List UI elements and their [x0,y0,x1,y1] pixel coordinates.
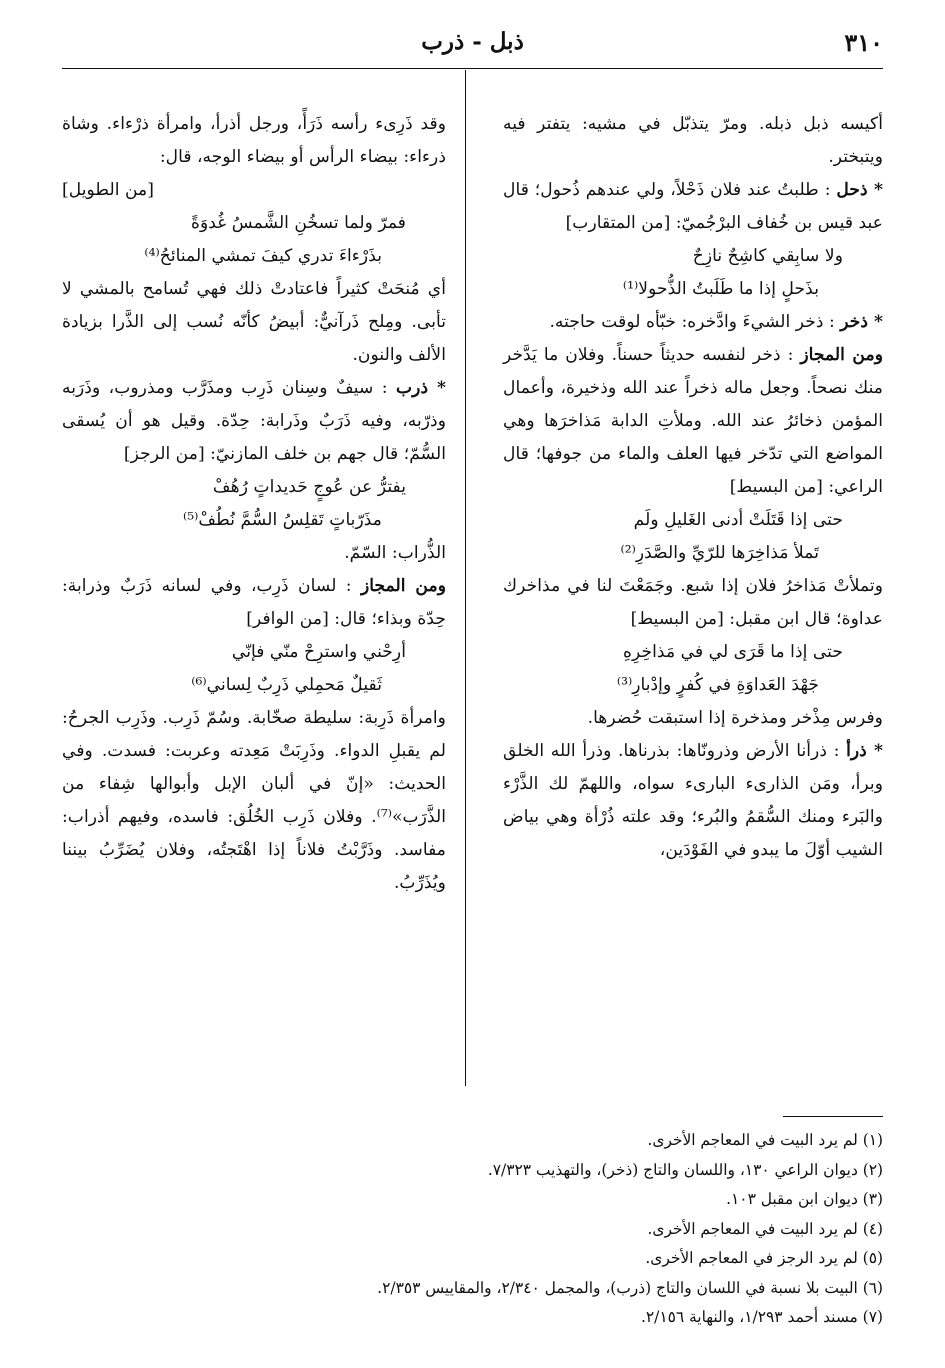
headword: * ذخر [840,312,883,332]
headword: * ذرب [395,378,447,398]
entry-paragraph [503,108,883,174]
entry-text: : لسان ذَرِب، وفي لسانه ذَرَبٌ وذرابة: حِدّة وبذاء؛ قال: [من الوافر] [62,576,446,629]
entry-text: وفرس مِذْخر ومذخرة إذا استبقت حُضرها. [587,708,883,728]
entry-paragraph [62,273,446,372]
footnote: (٣) ديوان ابن مقبل ١٠٣. [726,1190,883,1208]
entry-paragraph [62,108,446,174]
verse-block [503,240,883,306]
page-header [62,28,883,66]
running-head: ذبل - ذرب [421,28,524,55]
entry-text: وامرأة ذَرِبة: سليطة صخّابة. وسُمّ ذَرِب. وذَرِب الجرحُ: لم يقبلِ الدواء. وذَرِبَتْ مَعِدته وعربت: فسدت. وفي الحديث: «إنّ في ألبان الإبل وأبوالها شِفاء من الذَّرَب»⁽⁷⁾. وفلان ذَرِب الخُلُق: فاسده، وفيهم أذراب: مفاسد. وذَرَّبْتُ فلاناً إذا اهْتَجتُه، وفلان يُضَرِّبُ بيننا ويُذَرِّبُ. [62,708,446,893]
column-divider [465,70,466,1086]
entry-text: : سيفٌ وسِنان ذَرِب ومذَرَّب ومذروب، وذَرَبه وذرّبه، وفيه ذَرَبٌ وذَرابة: حِدّة. وقيل هو أن يُسقى السُّمّ؛ قال جهم بن خلف المازنيّ: [من الرجز] [62,378,446,464]
verse-line: حتى إذا قَتَلَتْ أدنى الغَليلِ ولَم [633,510,843,530]
verse-block [62,207,446,273]
entry-paragraph [503,306,883,339]
entry-text: وتملأتْ مَذاخرُ فلان إذا شبع. وجَمَعْتَ لنا في مذاخرك عداوة؛ قال ابن مقبل: [من البسيط] [503,576,883,629]
footnote: (١) لم يرد البيت في المعاجم الأخرى. [647,1131,883,1149]
entry-paragraph [62,537,446,570]
left-column [62,108,446,900]
entry-paragraph [503,702,883,735]
verse-block [62,636,446,702]
footnote-rule [783,1116,883,1117]
footnote: (٢) ديوان الراعي ١٣٠، واللسان والتاج (ذخر)، والتهذيب ٧/٣٢٣. [487,1160,883,1179]
verse-line: حتى إذا ما قَرَى لي في مَذاخِرِهِ [623,642,843,662]
footnote: (٤) لم يرد البيت في المعاجم الأخرى. [647,1219,883,1238]
verse-line: تَملأ مَذاخِرَها للرّيِّ والصَّدَرِ⁽²⁾ [620,543,819,563]
verse-block [503,636,883,702]
verse-line: أرِحْني واسترِحْ منّي فإنّي [231,642,406,662]
headword: ومن المجاز [360,576,447,596]
entry-text: أي مُنحَتْ كثيراً فاعتادتْ ذلك فهي تُسامح بالمشي لا تأبى. ومِلح ذَرآنيٌّ: أبيضُ كأنّه نُسب إلى الذَّرا بزيادة الألف والنون. [62,279,446,365]
verse-block [62,471,446,537]
entry-text: وقد ذَرِىء رأسه ذَرَأً، ورجل أذرأ، وامرأة ذرْءاء. وشاة ذرءاء: بيضاء الرأس أو بيضاء الوجه، قال: [62,114,446,167]
entry-paragraph [62,570,446,636]
footnote: (٦) البيت بلا نسبة في اللسان والتاج (ذرب)، والمجمل ٢/٣٤٠، والمقاييس ٢/٣٥٣. [377,1278,883,1297]
meter-label: [من الطويل] [62,180,154,200]
headword: ومن المجاز [800,345,883,365]
header-rule [62,68,883,69]
verse-line: جَهْدَ العَداوَةِ في كُفرٍ وإدْبارِ⁽³⁾ [616,675,819,695]
entry-text: : طلبتُ عند فلان ذَحْلاً، ولي عندهم ذُحول؛ قال عبد قيس بن خُفاف البرْجُميّ: [من المتقارب] [503,180,883,233]
entry-paragraph [503,570,883,636]
headword: * ذرأ [846,741,884,761]
footnote: (٧) مسند أحمد ١/٢٩٣، والنهاية ٢/١٥٦. [640,1308,883,1326]
right-column [503,108,883,867]
footnote: (٥) لم يرد الرجز في المعاجم الأخرى. [645,1249,883,1267]
verse-line: مذَرّباتٍ تَقلِسُ السُّمَّ نُطُفْ⁽⁵⁾ [182,510,382,530]
verse-line: ولا سابِقي كاشِحٌ نازِحٌ [692,246,843,266]
verse-line: ثَقيلٌ مَحمِلي ذَرِبٌ لِساني⁽⁶⁾ [191,675,382,695]
verse-line: فمرّ ولما تسخُنِ الشَّمسُ غُدوَةً [190,213,406,233]
entry-text: : ذخر الشيءَ وادَّخره: خبّأه لوقت حاجته. [549,312,835,332]
entry-paragraph [503,735,883,867]
page-number: ٣١٠ [844,28,883,57]
entry-paragraph [503,339,883,504]
entry-text: : ذرأنا الأرض وذرونّاها: بذرناها. وذرأ الله الخلق وبرأ، ومَن الذارىء البارىء سواه، واللهمّ لك الذَّرْء والبَرء ومنك السُّقمُ والبُرء؛ وقد علته ذُرْأة وهي بياض الشيب أوّلَ ما يبدو في الفَوْدَين، [503,741,883,860]
entry-paragraph [62,372,446,471]
verse-block [503,504,883,570]
headword: * ذحل [836,180,883,200]
entry-paragraph [503,174,883,240]
entry-text: : ذخر لنفسه حديثاً حسناً. وفلان ما يَدَّخر منك نصحاً. وجعل ماله ذخراً عند الله وذخيرة، وأعمال المؤمن ذخائرُ عند الله. وملأتِ الدابة مَذاخرَها وهي المواضع التي تدّخر فيها العلف والماء من جوفها؛ قال الراعي: [من البسيط] [503,345,883,497]
verse-line: بذَحلٍ إذا ما طَلَبتُ الذُّحولا⁽¹⁾ [622,279,819,299]
footnotes [63,1126,883,1333]
entry-paragraph [62,702,446,900]
verse-line: بذَرْءاءَ تدري كيفَ تمشي المنائحُ⁽⁴⁾ [144,246,382,266]
verse-line: يفترُّ عن عُوجٍ حَديداتٍ رُهُفْ [212,477,406,497]
entry-text: الذُّراب: السّمّ. [344,543,446,563]
entry-text: أكيسه ذبل ذبله. ومرّ يتذبّل في مشيه: يتفتر فيه ويتبختر. [503,114,883,167]
